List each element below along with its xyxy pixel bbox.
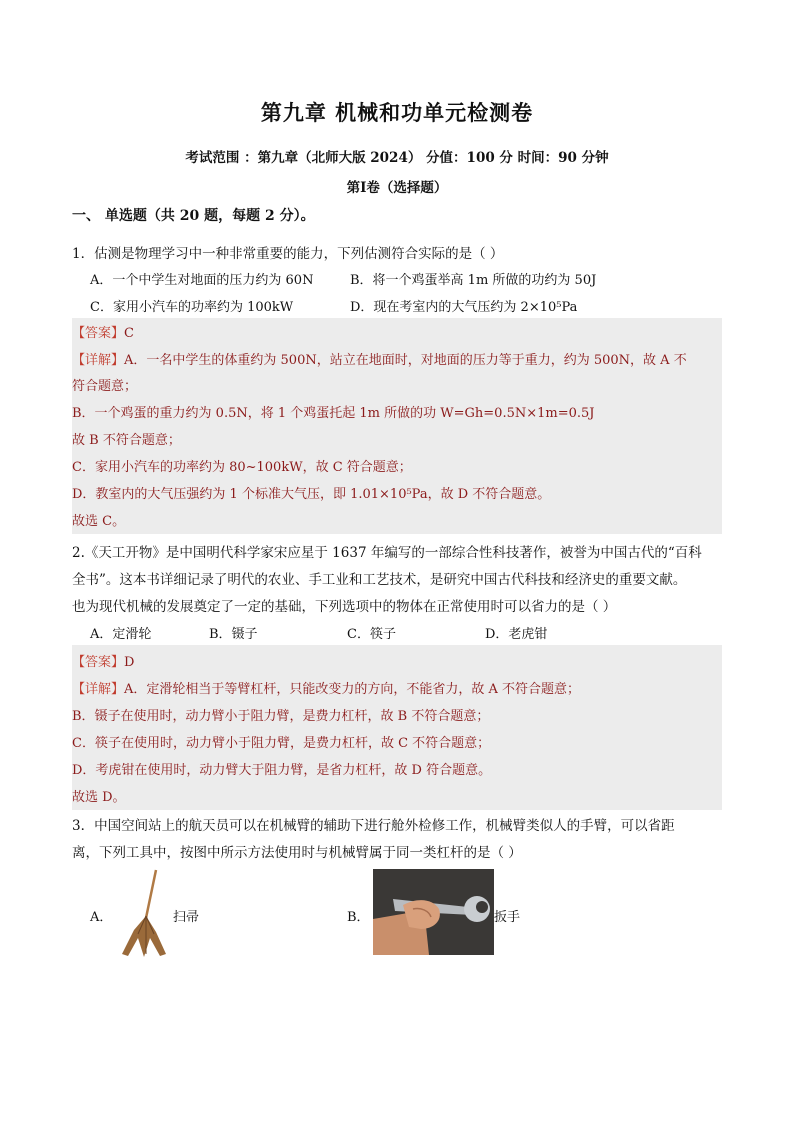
q2-option-a: A．定滑轮 [90,627,152,642]
q1-detail-line: D．教室内的大气压强约为 1 个标准大气压，即 1.01×10⁵Pa，故 D 不符合题意。 [72,487,551,502]
detail-tag: 【详解】 [72,353,125,368]
q3-option-b-label: 扳手 [494,910,521,925]
q1-answer-block [72,318,722,534]
q1-answer-line [72,322,134,341]
q2-answer-block [72,645,722,810]
q1-detail-line: 故 B 不符合题意； [72,433,181,448]
q1-detail-line [72,349,687,368]
q2-detail-line [72,678,580,697]
q1-option-c: C．家用小汽车的功率约为 100kW [90,300,294,315]
wrench-icon [373,869,494,955]
q3-option-a-letter: A． [90,910,113,925]
answer-tag: 【答案】 [72,326,125,341]
question-2-stem: 也为现代机械的发展奠定了一定的基础，下列选项中的物体在正常使用时可以省力的是（ ） [72,599,617,615]
question-3-stem: 3．中国空间站上的航天员可以在机械臂的辅助下进行舱外检修工作，机械臂类似人的手臂，可以省距 [72,818,675,834]
question-1-stem: 1．估测是物理学习中一种非常重要的能力，下列估测符合实际的是（ ） [72,246,504,262]
q1-detail-line: 符合题意； [72,379,138,394]
q3-option-a-label: 扫帚 [173,910,200,925]
q1-option-b: B．将一个鸡蛋举高 1m 所做的功约为 50J [350,273,597,288]
q2-option-b: B．镊子 [209,627,258,642]
answer-tag: 【答案】 [72,655,125,670]
question-2-stem: 全书”。这本书详细记录了明代的农业、手工业和工艺技术，是研究中国古代科技和经济史的重要文献。 [72,572,687,588]
broom-icon [116,868,173,958]
q2-option-c: C．筷子 [347,627,396,642]
question-2-stem: 2.《天工开物》是中国明代科学家宋应星于 1637 年编写的一部综合性科技著作，被誉为中国古代的“百科 [72,545,702,561]
q1-detail-line: B．一个鸡蛋的重力约为 0.5N，将 1 个鸡蛋托起 1m 所做的功 W=Gh=0.5N×1m=0.5J [72,406,595,421]
detail-tag: 【详解】 [72,682,125,697]
q2-detail-text: A．定滑轮相当于等臂杠杆，只能改变力的方向，不能省力，故 A 不符合题意； [124,682,581,697]
q1-option-a: A．一个中学生对地面的压力约为 60N [90,273,314,288]
page-title: 第九章 机械和功单元检测卷 [260,100,534,125]
q2-detail-line: D．考虎钳在使用时，动力臂大于阻力臂，是省力杠杆，故 D 符合题意。 [72,763,492,778]
q2-detail-line: C．筷子在使用时，动力臂小于阻力臂，是费力杠杆，故 C 不符合题意； [72,736,491,751]
q2-answer-line [72,651,134,670]
question-3-stem: 离，下列工具中，按图中所示方法使用时与机械臂属于同一类杠杆的是（ ） [72,845,522,861]
q1-answer: C [124,326,134,341]
q2-answer: D [124,655,135,670]
q2-option-d: D．老虎钳 [485,627,548,642]
q1-option-d: D．现在考室内的大气压约为 2×10⁵Pa [350,300,578,315]
q2-detail-line: B．镊子在使用时，动力臂小于阻力臂，是费力杠杆，故 B 不符合题意； [72,709,490,724]
q1-detail-text: A．一名中学生的体重约为 500N，站立在地面时，对地面的压力等于重力，约为 500N，故 A 不 [124,353,687,368]
q3-option-b-letter: B． [347,910,370,925]
q2-detail-line: 故选 D。 [72,790,126,805]
volume-heading: 第Ⅰ卷（选择题） [346,180,448,196]
q1-detail-line: 故选 C。 [72,514,126,529]
q1-detail-line: C．家用小汽车的功率约为 80~100kW，故 C 符合题意； [72,460,412,475]
section-heading: 一、 单选题（共 20 题，每题 2 分）。 [72,208,315,224]
exam-info: 考试范围 ：第九章（北师大版 2024） 分值：100 分 时间：90 分钟 [185,150,609,166]
